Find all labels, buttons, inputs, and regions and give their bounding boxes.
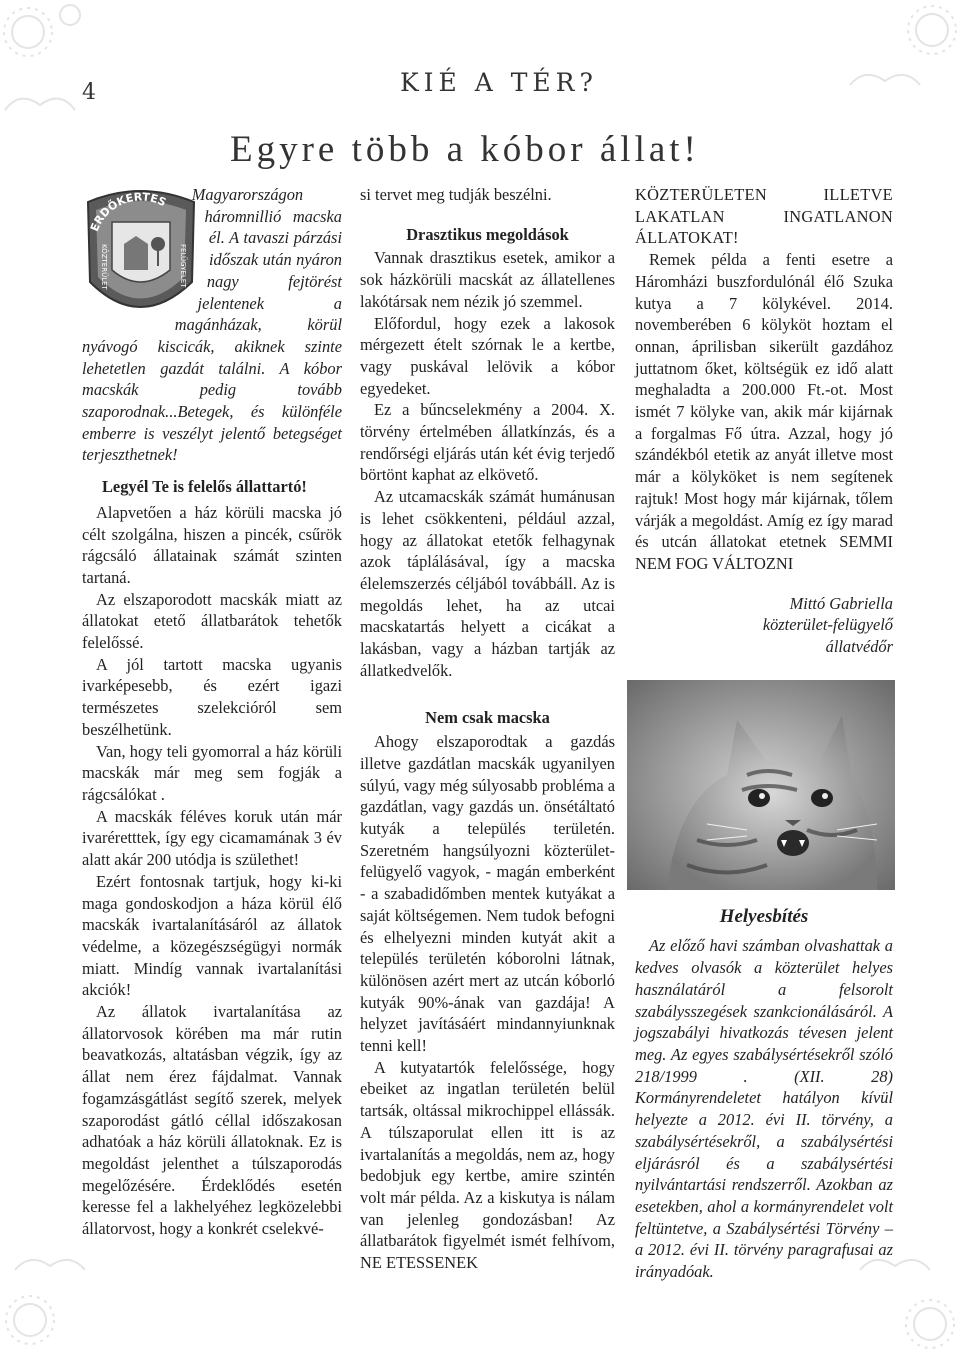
kitten-photo [627, 680, 895, 890]
headline: Egyre több a kóbor állat! [230, 129, 700, 170]
column-3 [635, 184, 893, 1283]
paragraph: Ezért fontosnak tartjuk, hogy ki-ki maga gondoskodjon a háza körül élő macskák ivartalanításáról az állatok védelme, a közegészségügyi normák miatt. Mindíg vannak ivartalanítási akciók! [82, 871, 342, 1000]
svg-text:FELÜGYELET: FELÜGYELET [179, 244, 187, 288]
continuation-text: si tervet meg tudják beszélni. [360, 185, 552, 204]
paragraph: Az állatok ivartalanítása az állatorvosok körében ma már rutin beavatkozás, altatásban végzik, így az állat nem érez fájdalmat. Vannak fogamzásgátlást segítő szerek, melyek szaporodást gátló céllal időszakosan adhatóak a ház körüli állatoknak. Ez is megoldást jelenthet a túlszaporodás megelőzésére. Érdeklődés esetén keresse fel a lakhelyéhez legközelebbi állatorvost, hogy a konkrét cselekvé- [82, 1002, 342, 1239]
paragraph: Vannak drasztikus esetek, amikor a sok házkörüli macskát az állatellenes lakótársak nem nézik jó szemmel. [360, 248, 615, 311]
svg-text:ERDŐKERTES: ERDŐKERTES [87, 190, 169, 234]
continuation-text: KÖZTERÜLETEN ILLETVE LAKATLAN INGATLANON ÁLLATOKAT! [635, 185, 893, 248]
correction-text: Az előző havi számban olvashattak a kedves olvasók a közterület helyes használatáról a felsorolt szabálysszegések szankcionálásáról. A jogszabályi hivatkozás tévesen jelent meg. Az egyes szabálysértésekről szóló 218/1999 . (XII. 28) Kormányrendeletet hatályon kívül helyezte a 2012. évi II. törvény, a szabálysértésekről, a szabálysértési eljárásról és a szabálysértési nyilvántartási rendszerről. Azokban az esetekben, ahol a kormányrendelet volt feltüntetve, a Szabálysértési Törvény – a 2012. évi II. törvény paragrafusai az irányadóak. [635, 936, 893, 1282]
correction-title: Helyesbítés [719, 905, 809, 927]
paragraph: Remek példa a fenti esetre a Háromházi buszfordulónál élő Szuka kutya a 7 kölykével. 2014. novemberében 6 kölyköt hoztam el onnan, áprilisban sikerült gazdához juttatnom őket, költségük ez idő alatt meghaladta a 200.000 Ft.-ot. Most ismét 7 kölyke van, akik már kijárnak a forgalmas Fő útra. Azzal, hogy jó szándékból etetik az anyát illetve most már a kölyköket is nem segítenek rajtuk! Most hogy már kijárnak, tőlem várják a megoldást. Amíg ez így marad és utcán állatokat etetnek SEMMI NEM FOG VÁLTOZNI [635, 250, 893, 573]
intro-text: Magyarországon háromnillió macska él. A tavaszi párzási időszak után nyáron nagy fejtörést jelentenek a magánházak, körül nyávogó kiscicák, akiknek szinte lehetetlen gazdát találni. A kóbor macskák pedig tovább szaporodnak...Betegek, és különféle emberre is veszélyt jelentő betegséget terjeszthetnek! [82, 185, 342, 465]
paragraph: Az utcamacskák számát humánusan is lehet csökkenteni, például azzal, hogy az állatokat etetők felhagynak azok táplálásával, így a macska élelemszerzés céljából továbbáll. Az is megoldás lehet, ha az utcai macskatartás helyett a cicákat a lakásban, vagy a házban tartják az állatkedvelők. [360, 487, 615, 680]
paragraph: Az elszaporodott macskák miatt az állatokat etető állatbarátok tehetők felelőssé. [82, 589, 342, 653]
page-number: 4 [82, 80, 96, 105]
paragraph: Van, hogy teli gyomorral a ház körüli macskák már meg sem fogják a rágcsálókat . [82, 741, 342, 804]
paragraph: A macskák féléves koruk után már ivaréretttek, így egy cicamamának 3 év alatt akár 200 utódja is születhet! [82, 806, 342, 870]
subheading-responsible-owner: Legyél Te is felelős állattartó! [102, 477, 307, 497]
column-2 [360, 184, 615, 1274]
subheading-drastic-solutions: Drasztikus megoldások [406, 224, 569, 244]
author-name: Mittó Gabriella [789, 593, 893, 613]
paragraph: Ahogy elszaporodtak a gazdás illetve gazdátlan macskák ugyanilyen súlyú, vagy még súlyosabb probléma a gazdátlan, vagy gazdás un. önsétáltató kutyák a település területén. Szeretném hangsúlyozni közterület-felügyelő vagyok, - magán emberként - a szabadidőmben mentek kutyákat a saját költségemen. Nem tudok befogni és elhelyezni minden kutyát akit a település területén kóborolni látnak, különösen azért mert az utcán kóborló kutyák 90%-ának van gazdája! A helyzet javításáért mindannyiunknak tenni kell! [360, 732, 615, 1056]
paragraph: Előfordul, hogy ezek a lakosok mérgezett ételt szórnak le a kertbe, vagy puskával lelövik a kóbor egyedeket. [360, 313, 615, 398]
paragraph: Ez a bűncselekmény a 2004. X. törvény értelmében állatkínzás, és a rendőrségi eljárás után két évig terjedő börtönt kaphat az elkövető. [360, 400, 615, 485]
signature-block [635, 593, 893, 658]
subheading-not-only-cats: Nem csak macska [425, 708, 550, 728]
paragraph: Alapvetően a ház körüli macska jó célt szolgálna, hiszen a pincék, csűrök rágcsáló állatainak számát szinten tartaná. [82, 502, 342, 587]
author-title: közterület-felügyelő [762, 615, 893, 635]
author-role: állatvédőr [825, 637, 893, 657]
corner-ornament-bottom-left [0, 1240, 120, 1366]
paragraph: A kutyatartók felelőssége, hogy ebeiket az ingatlan területén belül tartsák, oltással mikrochippel ellássák. A túlszaporulat ellen itt is az ivartalanítás a megoldás, nem az, hogy bedobjuk egy kertbe, amire szintén volt már példa. Az a kiskutya is nálam van jelenleg gondozásban! Az állatbarátok figyelmét ismét felhívom, NE ETESSENEK [360, 1057, 615, 1273]
paragraph: A jól tartott macska ugyanis ivarképesebb, és ezért igazi természetes szelekcióról sem beszélhetünk. [82, 654, 342, 739]
section-title: KIÉ A TÉR? [400, 68, 598, 97]
corner-ornament-top-right [840, 0, 960, 110]
column-1 [82, 184, 342, 1240]
svg-text:KÖZTERÜLET: KÖZTERÜLET [100, 244, 108, 290]
erdokertes-badge-logo [78, 182, 203, 322]
corner-ornament-top-left [0, 0, 120, 150]
